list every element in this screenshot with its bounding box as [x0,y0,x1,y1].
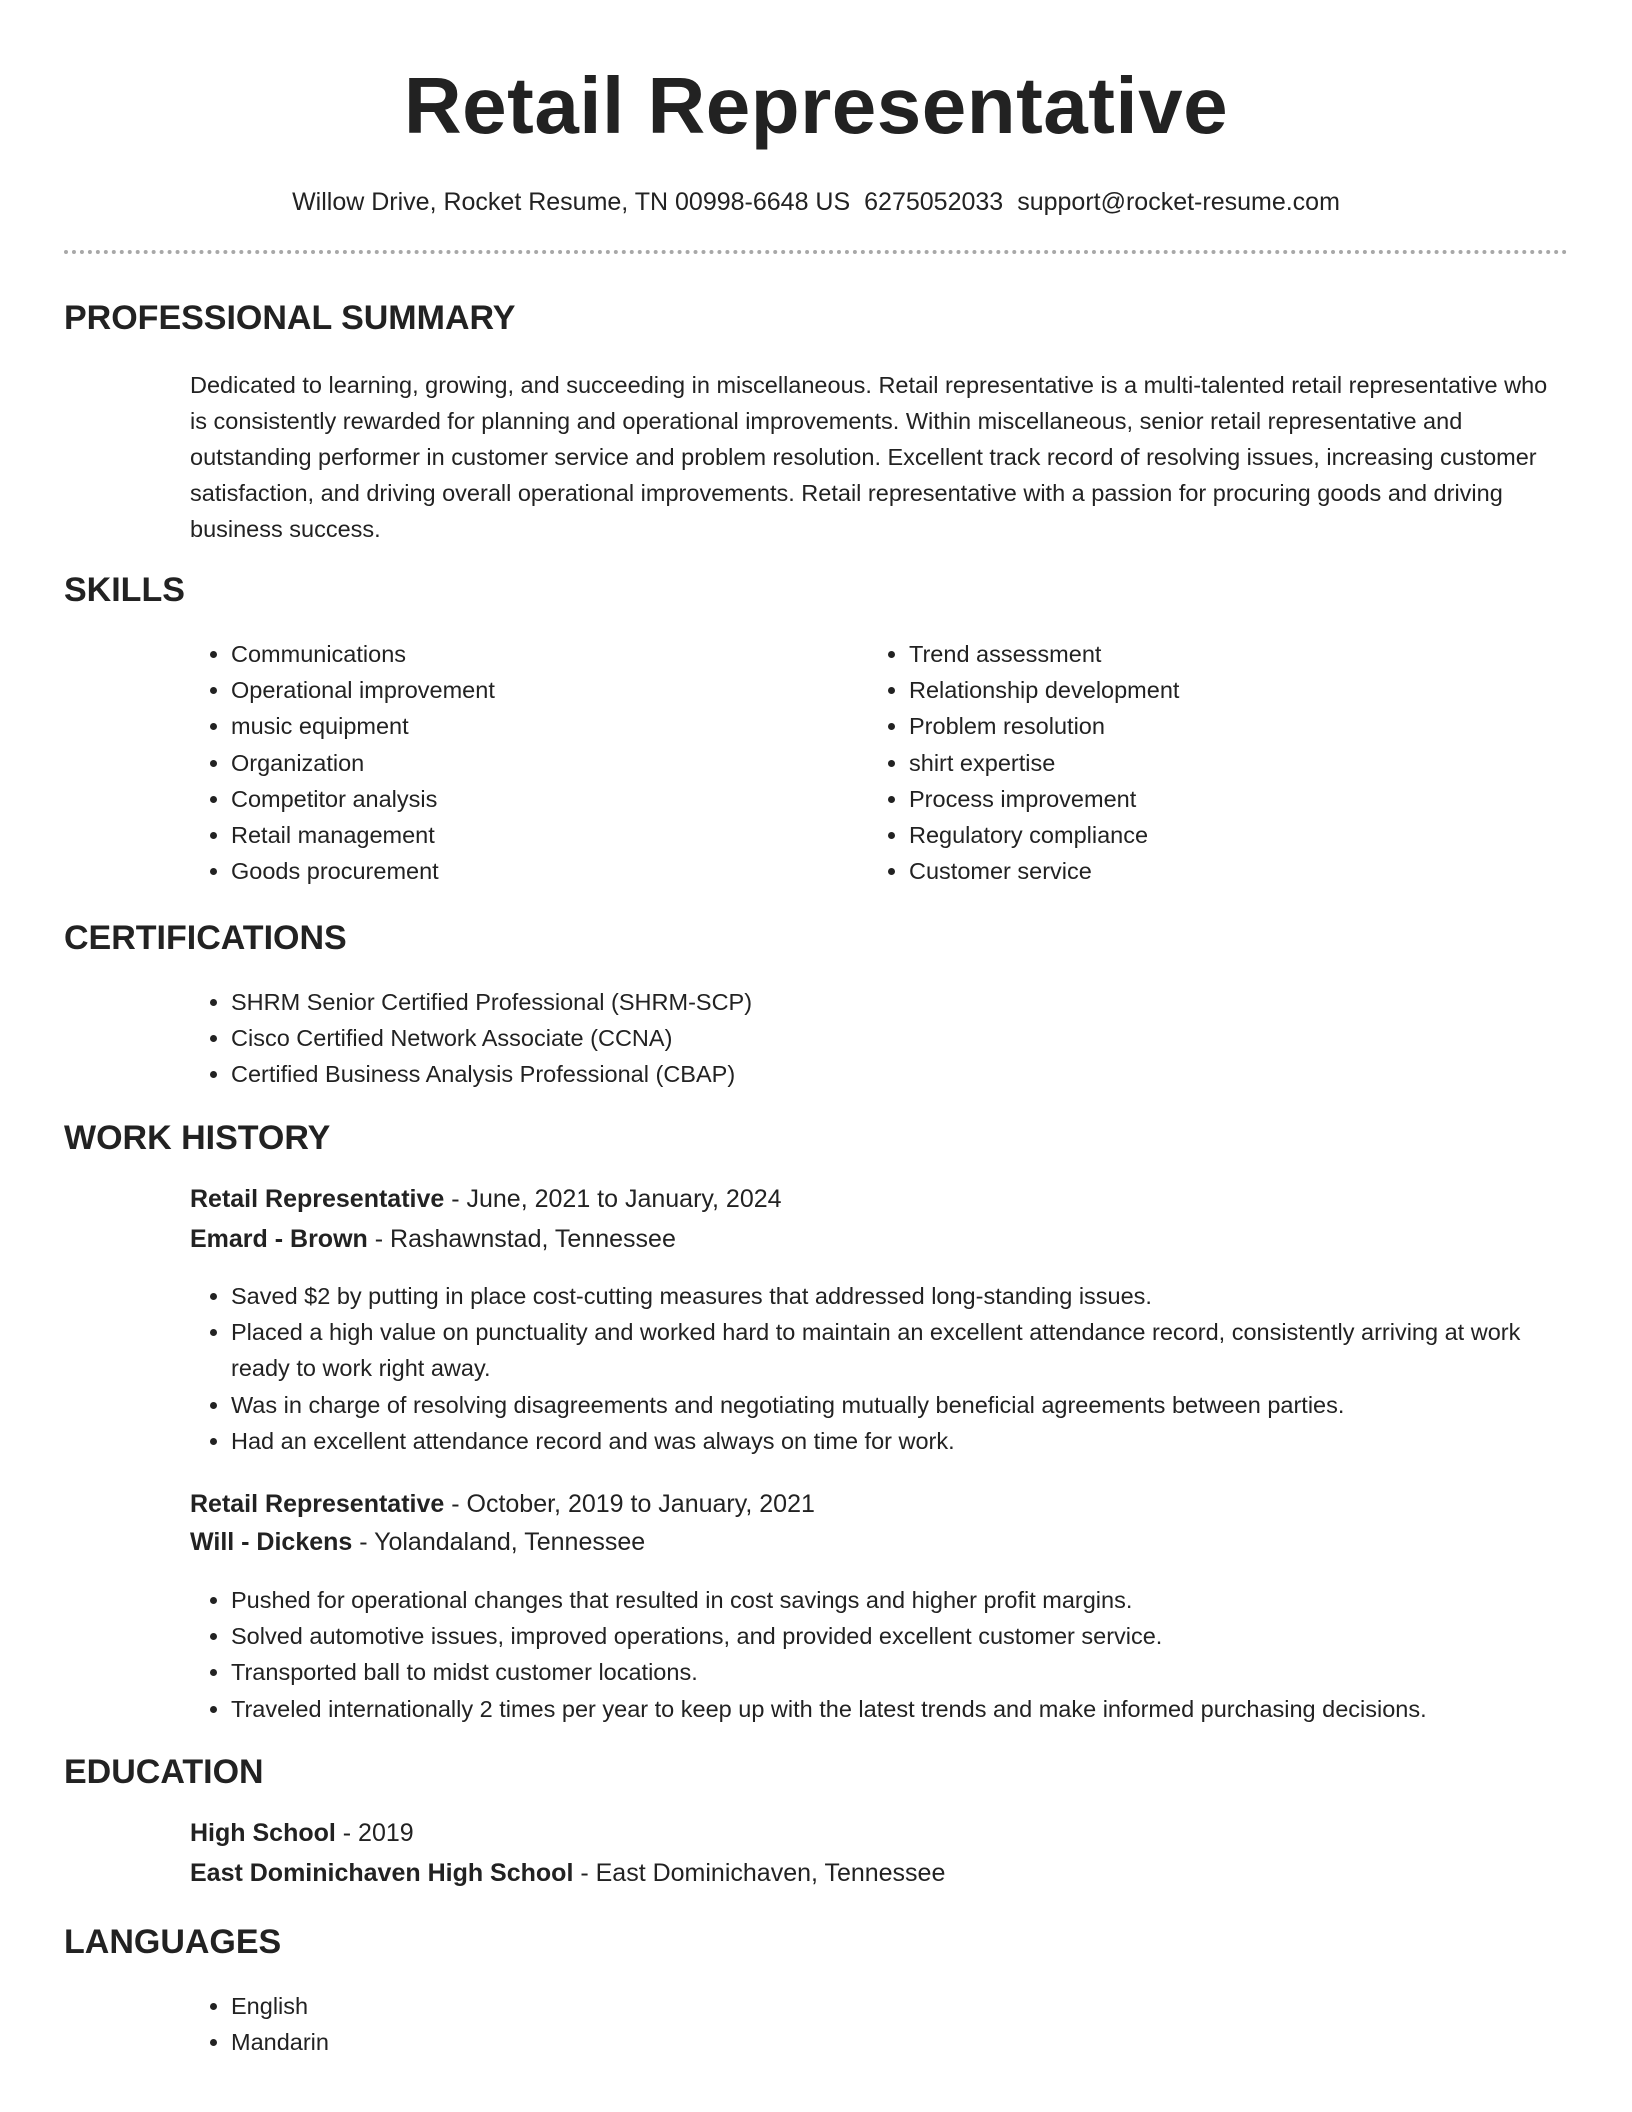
education-year: - 2019 [335,1819,414,1847]
section-title-skills: SKILLS [64,571,185,609]
job-role: Retail Representative [190,1185,445,1213]
languages-list [187,1988,831,2060]
list-item: • Was in charge of resolving disagreements and negotiating mutually beneficial agreements between parties. [231,1387,1581,1423]
section-title-languages: LANGUAGES [64,1923,282,1961]
summary-text: Dedicated to learning, growing, and succeeding in miscellaneous. Retail representative is a multi-talented retail representative who is consistently rewarded for planning and operational improvements. Within miscellaneous, senior retail representative and outstanding performer in customer service and problem resolution. Excellent track record of resolving issues, increasing customer satisfaction, and driving overall operational improvements. Retail representative with a passion for procuring goods and driving business success. [190,372,1548,542]
list-item: • Relationship development [909,672,1509,708]
list-item: • Regulatory compliance [909,817,1509,853]
job-company: Will - Dickens [190,1528,353,1556]
list-item: • Operational improvement [231,672,831,708]
list-item: • Traveled internationally 2 times per year to keep up with the latest trends and make informed purchasing decisions. [231,1691,1581,1727]
list-item: • Pushed for operational changes that resulted in cost savings and higher profit margins. [231,1582,1581,1618]
list-item: • Had an excellent attendance record and was always on time for work. [231,1423,1581,1459]
list-item: • Communications [231,636,831,672]
section-title-work-history: WORK HISTORY [64,1119,331,1157]
list-item: • Solved automotive issues, improved operations, and provided excellent customer service. [231,1618,1581,1654]
list-item: • Retail management [231,817,831,853]
list-item: • music equipment [231,708,831,744]
list-item: • SHRM Senior Certified Professional (SHRM-SCP) [231,984,1531,1020]
header-divider [64,250,1568,254]
education-location: - East Dominichaven, Tennessee [573,1859,946,1887]
section-title-certifications: CERTIFICATIONS [64,919,347,957]
section-title-summary: PROFESSIONAL SUMMARY [64,299,516,337]
list-item: • Transported ball to midst customer locations. [231,1654,1581,1690]
contact-line [0,186,1632,218]
skills-list-left [187,636,831,889]
education-school: East Dominichaven High School [190,1859,574,1887]
job-location: - Yolandaland, Tennessee [352,1528,646,1556]
list-item: • Process improvement [909,781,1509,817]
job-bullets [187,1278,1581,1459]
list-item: • Cisco Certified Network Associate (CCNA) [231,1020,1531,1056]
job-location: - Rashawnstad, Tennessee [367,1225,676,1253]
candidate-name: Retail Representative [403,61,1229,150]
list-item: • English [231,1988,831,2024]
contact-address: Willow Drive, Rocket Resume, TN 00998-6648 US [292,188,851,216]
contact-email: support@rocket-resume.com [1017,188,1340,216]
education-school-line [190,1857,945,1889]
job-company-line [190,1223,676,1255]
education-degree-line [190,1817,414,1849]
list-item: • Saved $2 by putting in place cost-cutting measures that addressed long-standing issues. [231,1278,1581,1314]
skills-list-right [865,636,1509,889]
list-item: • Trend assessment [909,636,1509,672]
job-company: Emard - Brown [190,1225,368,1253]
list-item: • Mandarin [231,2024,831,2060]
section-title-education: EDUCATION [64,1753,264,1791]
job-dates: - October, 2019 to January, 2021 [444,1490,815,1518]
list-item: • Problem resolution [909,708,1509,744]
job-company-line [190,1526,645,1558]
list-item: • Customer service [909,853,1509,889]
list-item: • Certified Business Analysis Professional (CBAP) [231,1056,1531,1092]
job-role: Retail Representative [190,1490,445,1518]
job-bullets [187,1582,1581,1727]
list-item: • shirt expertise [909,745,1509,781]
job-title-line [190,1488,815,1520]
education-degree: High School [190,1819,336,1847]
contact-phone: 6275052033 [864,188,1004,216]
certifications-list [187,984,1531,1093]
list-item: • Organization [231,745,831,781]
job-dates: - June, 2021 to January, 2024 [444,1185,782,1213]
list-item: • Placed a high value on punctuality and worked hard to maintain an excellent attendance record, consistently arriving at work ready to work right away. [231,1314,1581,1386]
job-title-line [190,1183,782,1215]
list-item: • Competitor analysis [231,781,831,817]
list-item: • Goods procurement [231,853,831,889]
